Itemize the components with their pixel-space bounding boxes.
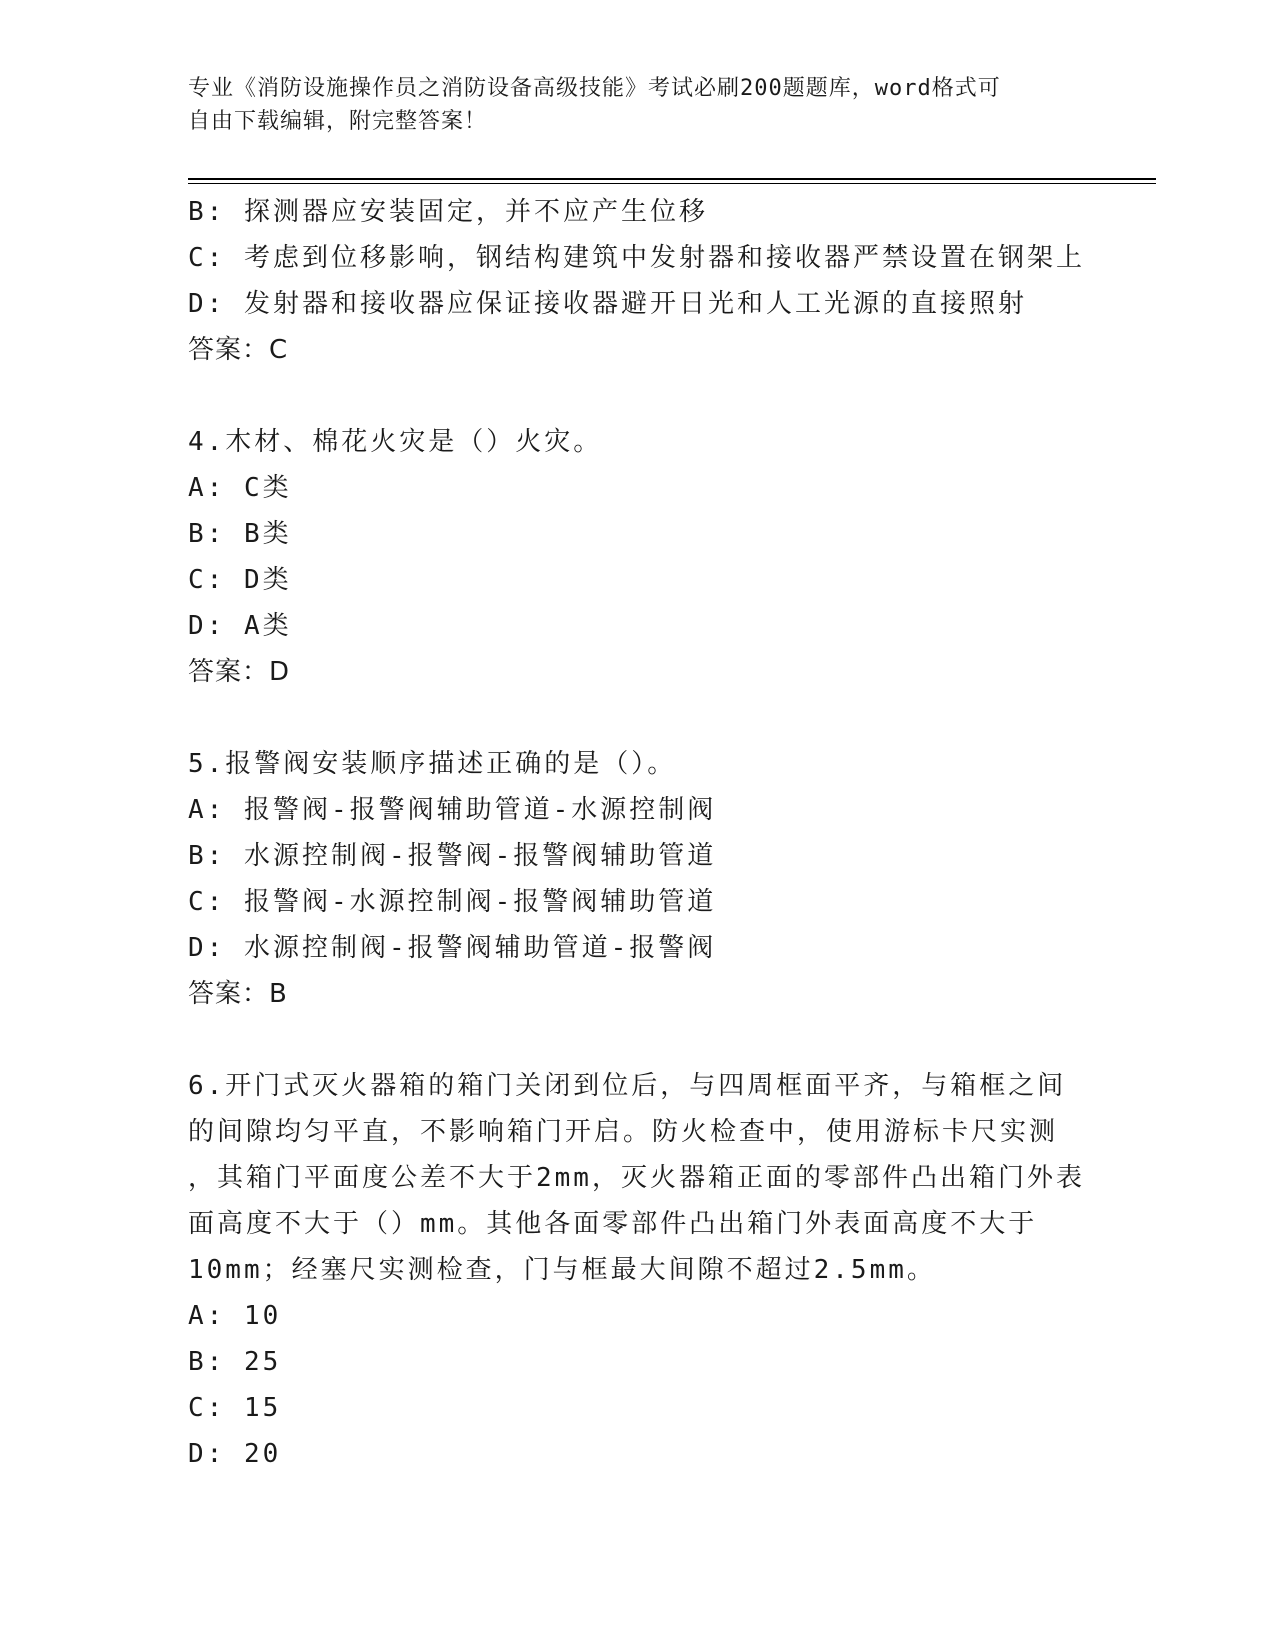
question-stem: 5.报警阀安装顺序描述正确的是（）。 [188,749,677,779]
option-c: C: D类 [188,565,292,595]
question-4 [188,419,1088,695]
question-stem-line-4: 面高度不大于（）mm。其他各面零部件凸出箱门外表面高度不大于 [188,1209,1038,1239]
question-5 [188,741,1088,1017]
option-d: D: 20 [188,1439,282,1469]
answer-line: 答案：C [188,335,289,365]
option-d: D: A类 [188,611,292,641]
header-line-1: 专业《消防设施操作员之消防设备高级技能》考试必刷200题题库，word格式可 [188,76,1001,101]
question-3 [188,189,1088,373]
document-header [188,72,1088,138]
header-line-2: 自由下载编辑，附完整答案！ [188,109,488,134]
spacer [188,695,1088,741]
option-b: B: 探测器应安装固定，并不应产生位移 [188,197,708,227]
question-stem-line-1: 6.开门式灭火器箱的箱门关闭到位后，与四周框面平齐，与箱框之间 [188,1071,1067,1101]
option-c: C: 15 [188,1393,282,1423]
question-stem-line-5: 10mm；经塞尺实测检查，门与框最大间隙不超过2.5mm。 [188,1255,936,1285]
question-list [188,189,1088,1477]
question-stem: 4.木材、棉花火灾是（）火灾。 [188,427,603,457]
option-c: C: 报警阀-水源控制阀-报警阀辅助管道 [188,887,717,917]
option-b: B: B类 [188,519,292,549]
option-b: B: 水源控制阀-报警阀-报警阀辅助管道 [188,841,717,871]
answer-line: 答案：D [188,657,291,687]
option-a: A: 报警阀-报警阀辅助管道-水源控制阀 [188,795,717,825]
option-d: D: 发射器和接收器应保证接收器避开日光和人工光源的直接照射 [188,289,1027,319]
header-divider-thick [188,178,1156,180]
option-d: D: 水源控制阀-报警阀辅助管道-报警阀 [188,933,717,963]
question-stem-line-2: 的间隙均匀平直，不影响箱门开启。防火检查中，使用游标卡尺实测 [188,1117,1059,1147]
question-stem-line-3: ，其箱门平面度公差不大于2mm，灭火器箱正面的零部件凸出箱门外表 [188,1163,1085,1193]
header-divider-thin [188,183,1156,184]
option-a: A: 10 [188,1301,282,1331]
option-b: B: 25 [188,1347,282,1377]
spacer [188,1017,1088,1063]
spacer [188,373,1088,419]
answer-line: 答案：B [188,979,288,1009]
question-6 [188,1063,1088,1477]
option-a: A: C类 [188,473,292,503]
option-c: C: 考虑到位移影响，钢结构建筑中发射器和接收器严禁设置在钢架上 [188,243,1085,273]
